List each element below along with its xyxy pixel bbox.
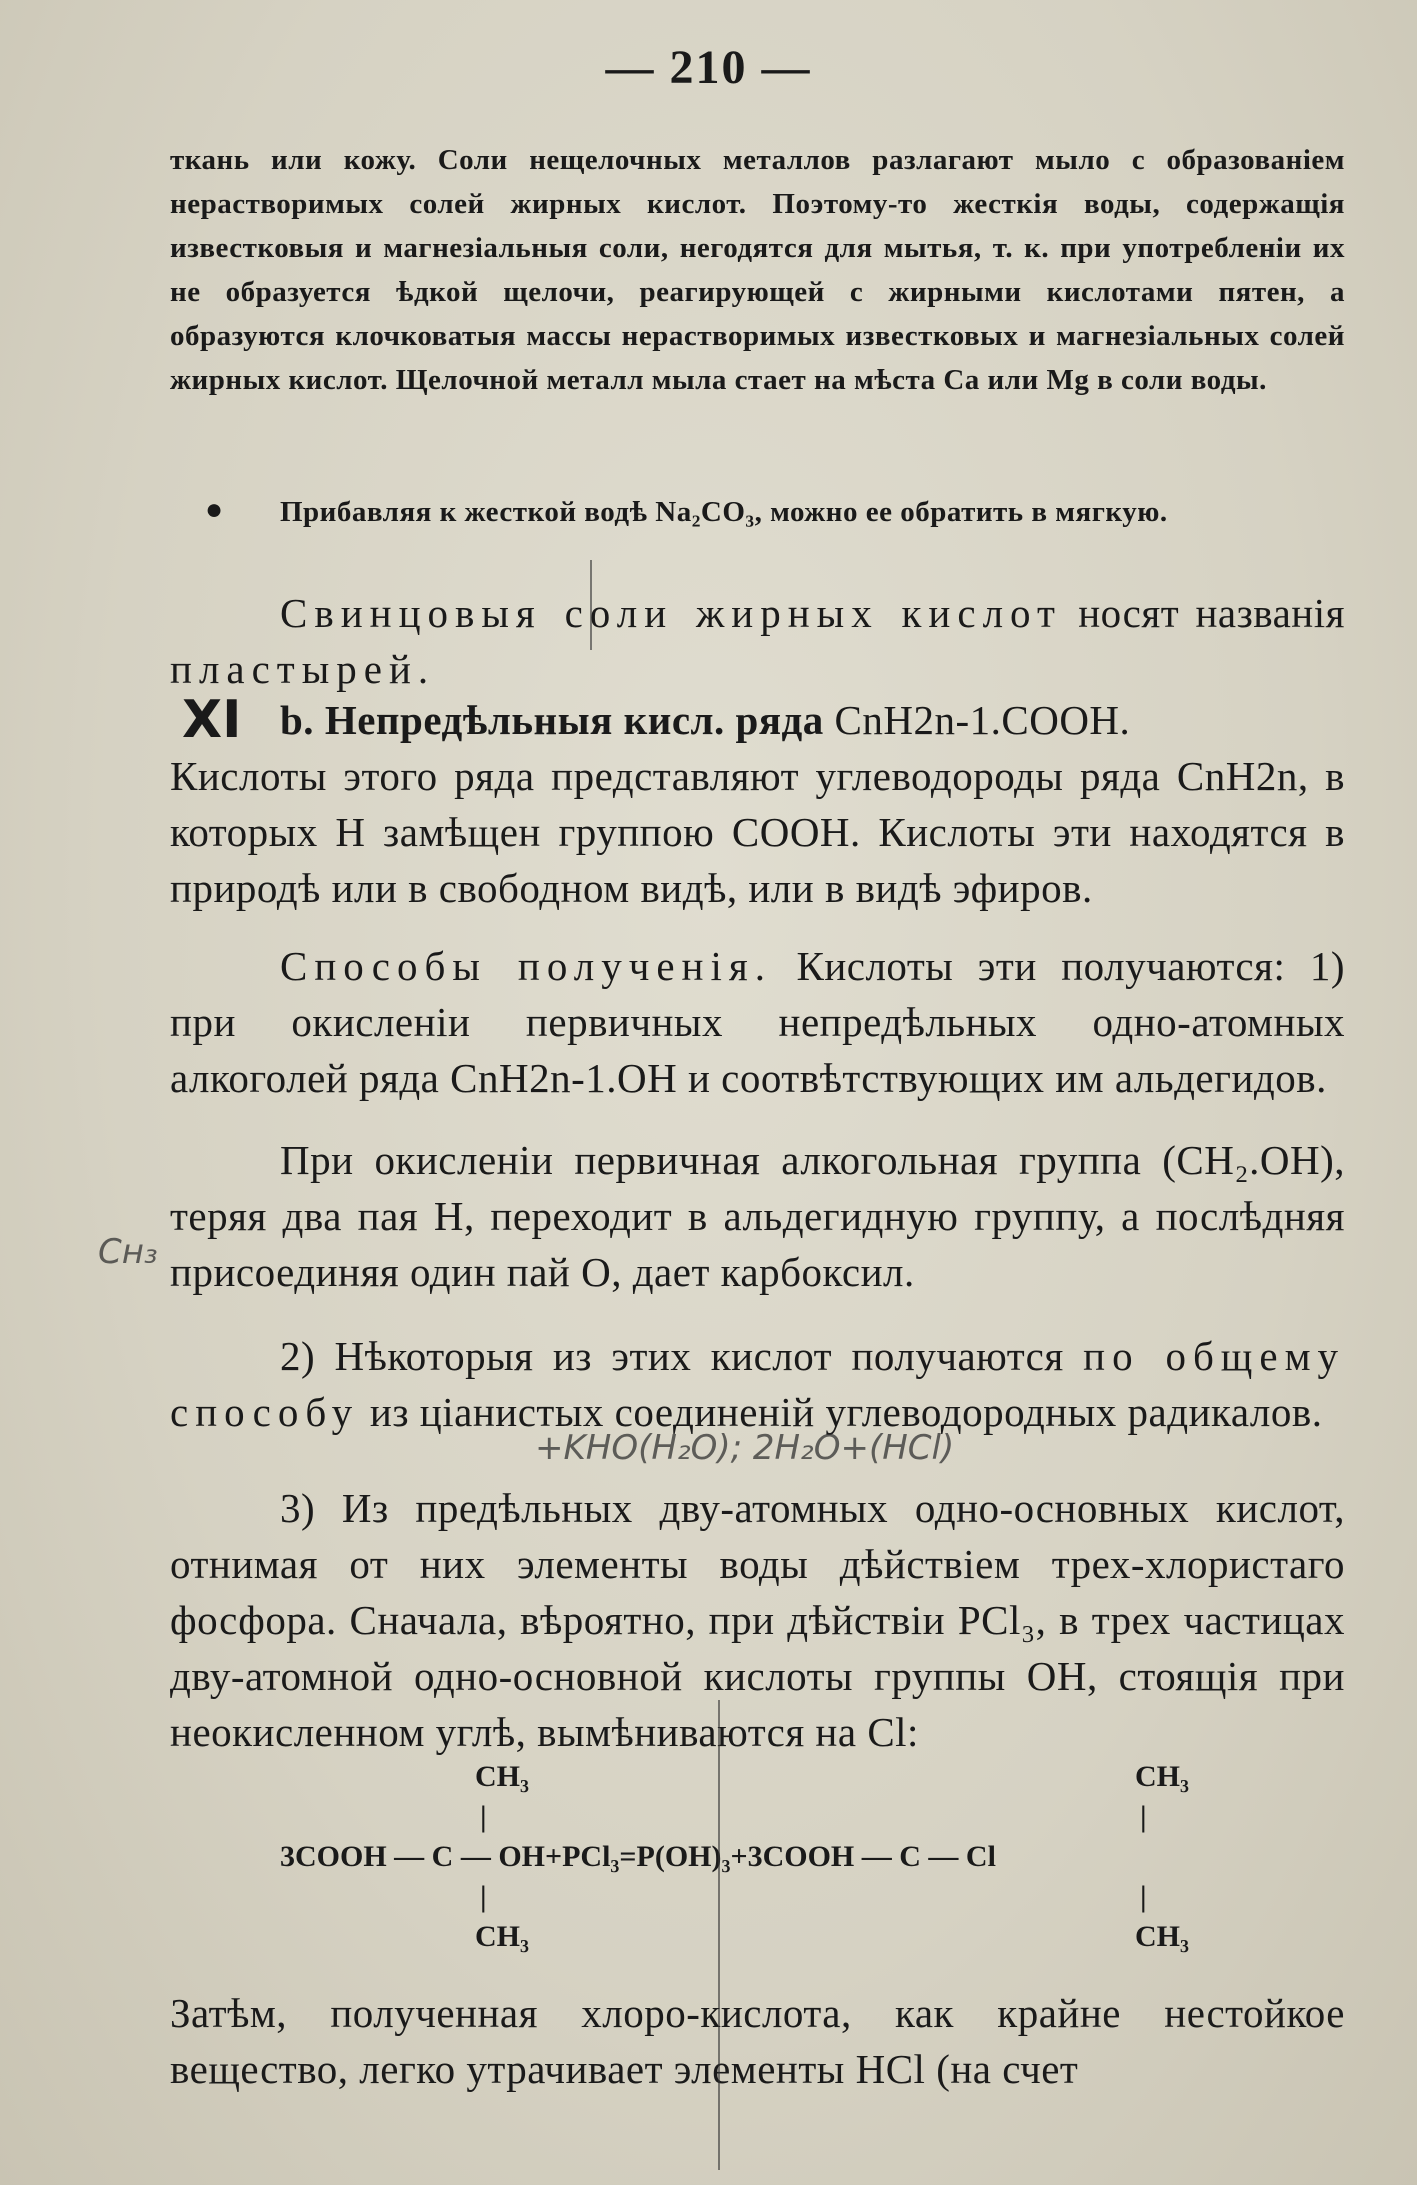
paragraph-text: Кислоты эти получаются: 1) при окисленіи первичных непредѣльных одно-атомных алкоголей ряда CnH2n-1.OH и соотвѣтствующих им альдегидов.: [170, 943, 1345, 1101]
formula-bond: |: [480, 1880, 487, 1913]
formula-top-right: CH₃: [1135, 1760, 1189, 1793]
paragraph-text: Кислоты этого ряда представляют углеводороды ряда CnH2n, в которых H замѣщен группою COOH. Кислоты эти находятся в природѣ или в свободном видѣ, или в видѣ эфиров.: [170, 753, 1345, 911]
paragraph-text: 2) Нѣкоторыя из этих кислот получаются: [280, 1333, 1064, 1379]
paragraph-text: 3) Из предѣльных дву-атомных одно-основных кислот, отнимая от них элементы воды дѣйствіем трех-хлористаго фосфора. Сначала, вѣроятно, при дѣйствіи PCl₃, в трех частицах дву-атомной одно-основной кислоты группы OH, стоящія при неокисленном углѣ, вымѣниваются на Cl:: [170, 1485, 1345, 1755]
page-number: — 210 —: [605, 41, 812, 94]
formula-bond: |: [480, 1800, 487, 1833]
handwritten-margin-note: Cн₃: [98, 1232, 158, 1272]
paragraph-text: При окисленіи первичная алкогольная группа (CH₂.OH), теряя два пая H, переходит в альдегидную группу, а послѣдняя присоединяя один пай O, дает карбоксил.: [170, 1137, 1345, 1295]
section-formula: CnH2n-1.COOH.: [834, 697, 1131, 743]
paragraph-chloro-acid: [170, 1985, 1345, 2097]
formula-bond: |: [1140, 1880, 1147, 1913]
formula-bottom-left: CH₃: [475, 1920, 529, 1953]
paragraph-text: ткань или кожу. Соли нещелочных металлов разлагают мыло с образованіем нерастворимых солей жирных кислот. Поэтому-то жесткія воды, содержащія известковыя и магнезіальныя соли, негодятся для мытья, т. к. при употребленіи их не образуется ѣдкой щелочи, реагирующей с жирными кислотами пятен, а образуются клочковатыя массы нерастворимых известковых и магнезіальных солей жирных кислот. Щелочной металл мыла стает на мѣста Ca или Mg в соли воды.: [170, 144, 1345, 396]
paragraph-text: Прибавляя к жесткой водѣ Na₂CO₃, можно ее обратить в мягкую.: [280, 496, 1168, 528]
chemical-formula: [280, 1760, 1280, 1970]
paragraph-general-method: [170, 1328, 1345, 1440]
formula-top-left: CH₃: [475, 1760, 529, 1793]
paragraph-pcl3: [170, 1480, 1345, 1760]
spaced-term: Свинцовыя соли жирных кислот: [280, 590, 1062, 636]
paragraph-text: из ціанистых соединеній углеводородных радикалов.: [369, 1389, 1323, 1435]
handwritten-radicals-note: +KHO(H₂O); 2H₂O+(HCl): [535, 1428, 955, 1468]
formula-bond: |: [1140, 1800, 1147, 1833]
handwritten-section-mark: XI: [182, 690, 242, 750]
spaced-term: по общему способу: [170, 1333, 1346, 1435]
pencil-line: [718, 1700, 720, 2170]
section-letter: b.: [280, 697, 315, 743]
paragraph-soft-water: [170, 490, 1345, 534]
paragraph-unsaturated-acids: [170, 692, 1345, 916]
paragraph-lead-salts: [170, 585, 1345, 697]
pencil-line: [590, 560, 592, 650]
paragraph-oxidation: [170, 1132, 1345, 1300]
bullet-mark: ●: [205, 493, 224, 526]
spaced-term: Способы полученія.: [280, 943, 772, 989]
section-title: Непредѣльныя кисл. ряда: [324, 697, 824, 743]
spaced-term: пластырей.: [170, 646, 436, 692]
paragraph-methods: [170, 938, 1345, 1106]
formula-main: 3COOH — C — OH+PCl₃=P(OH)₃+3COOH — C — Cl: [280, 1840, 996, 1873]
paragraph-text: Затѣм, полученная хлоро-кислота, как крайне нестойкое вещество, легко утрачивает элементы HCl (на счет: [170, 1990, 1345, 2092]
paragraph-text: носят названія: [1078, 590, 1345, 636]
formula-bottom-right: CH₃: [1135, 1920, 1189, 1953]
paragraph-soap-salts: [170, 138, 1345, 402]
